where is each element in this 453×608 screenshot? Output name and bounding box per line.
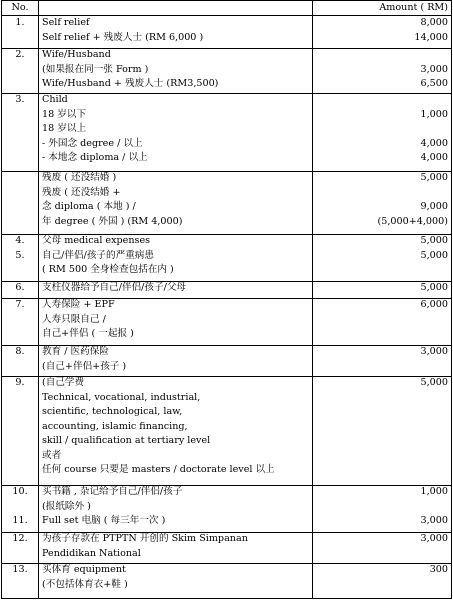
description-line: 父母 medical expenses [42, 235, 151, 246]
row-number-cell [2, 376, 38, 391]
amount-value: 1,000 [420, 486, 448, 497]
amount-value [369, 263, 448, 278]
row-number-cell [2, 48, 38, 92]
description-cell [42, 298, 366, 342]
description-line: 人寿只限自己 / [42, 313, 106, 325]
amount-value: 14,000 [414, 31, 448, 43]
description-cell [42, 234, 366, 278]
description-cell [42, 93, 366, 166]
description-line: 残废 ( 还没结婚 ) [42, 172, 117, 183]
description-line: 为孩子存款在 PTPTN 开创的 Skim Simpanan [42, 533, 248, 544]
row-number: 7. [15, 299, 25, 310]
amount-value [369, 313, 448, 328]
table-row [2, 48, 451, 93]
description-cell [42, 532, 366, 561]
amount-value: 3,000 [420, 63, 448, 75]
amount-value: 3,000 [420, 515, 448, 526]
row-number [2, 171, 38, 186]
description-line: 任何 course 只要是 masters / doctorate level 以上 [42, 464, 275, 475]
description-line: accounting, islamic financing, [42, 420, 188, 432]
amount-cell [369, 563, 448, 592]
row-divider [2, 563, 451, 564]
row-number-cell [2, 171, 38, 186]
description-cell [42, 376, 366, 478]
table-row [2, 345, 451, 376]
description-line: (如果报在同一张 Form ) [42, 63, 149, 75]
description-line: Self relief [42, 17, 90, 28]
amount-value: (5,000+4,000) [377, 215, 448, 227]
row-number [2, 137, 38, 152]
header-no: No. [11, 2, 29, 13]
row-number: 3. [15, 94, 25, 105]
row-number-cell [2, 345, 38, 360]
description-line: 年 degree ( 外国 ) (RM 4,000) [42, 215, 183, 227]
amount-value: 4,000 [420, 137, 448, 149]
row-number: 11. [12, 515, 28, 526]
amount-value: 5,000 [420, 172, 448, 183]
table-row [2, 532, 451, 563]
description-line: (报纸除外 ) [42, 500, 91, 512]
amount-value: 6,500 [420, 78, 448, 89]
amount-value [369, 391, 448, 406]
tax-relief-table [1, 0, 452, 599]
row-number-cell [2, 298, 38, 313]
description-line: 教育 / 医药保险 [42, 346, 109, 357]
row-number: 4. [15, 235, 25, 246]
row-number-cell [2, 532, 38, 547]
description-line: Child [42, 94, 68, 105]
description-line: - 外国念 degree / 以上 [42, 137, 143, 149]
description-line: 买体育 equipment [42, 564, 126, 575]
row-number-cell [2, 281, 38, 296]
description-line: skill / qualification at tertiary level [42, 435, 211, 446]
table-row [2, 298, 451, 345]
amount-value [369, 48, 448, 63]
row-divider [2, 171, 451, 172]
amount-value [369, 93, 448, 108]
amount-cell [369, 48, 448, 92]
description-line: 念 diploma ( 本地 ) / [42, 201, 136, 212]
description-line: - 本地念 diploma / 以上 [42, 152, 148, 163]
amount-value: 8,000 [420, 17, 448, 28]
row-number [2, 63, 38, 78]
row-divider [2, 485, 451, 486]
amount-cell [369, 298, 448, 342]
description-line: (自己学费 [42, 377, 85, 388]
row-divider [2, 532, 451, 533]
amount-value [369, 122, 448, 137]
description-line: (自己+伴侣+孩子 ) [42, 360, 127, 372]
row-number: 9. [15, 377, 25, 388]
row-number-cell [2, 234, 38, 278]
row-number [2, 77, 38, 92]
amount-value: 1,000 [420, 108, 448, 120]
amount-value: 4,000 [420, 152, 448, 163]
amount-value: 3,000 [420, 533, 448, 544]
description-cell [42, 345, 366, 374]
description-line: (不包括体育衣+鞋 ) [42, 578, 128, 590]
row-divider [2, 93, 451, 94]
description-line: 买书籍 , 杂记给予自己/伴侣/孩子 [42, 486, 183, 497]
description-cell [42, 16, 366, 45]
row-number [2, 122, 38, 137]
description-cell [42, 563, 366, 592]
table-row [2, 485, 451, 532]
row-number: 12. [12, 533, 28, 544]
amount-cell [369, 345, 448, 374]
description-cell [42, 48, 366, 92]
row-number: 6. [15, 282, 25, 293]
description-cell [42, 485, 366, 529]
description-line: ( RM 500 全身检查包括在内 ) [42, 264, 174, 275]
amount-value: 3,000 [420, 346, 448, 357]
amount-value: 5,000 [420, 282, 448, 293]
amount-value [369, 463, 448, 478]
amount-value [369, 327, 448, 342]
amount-value: 5,000 [420, 235, 448, 246]
amount-cell [369, 485, 448, 529]
amount-value: 6,000 [420, 299, 448, 310]
description-line: 18 岁以下 [42, 108, 87, 120]
table-row [2, 563, 451, 599]
amount-value [369, 186, 448, 201]
amount-value [369, 449, 448, 464]
amount-value: 9,000 [420, 201, 448, 212]
description-line: Wife/Husband [42, 49, 111, 60]
row-number [2, 263, 38, 278]
row-number-cell [2, 563, 38, 578]
row-number [2, 151, 38, 166]
description-line: Technical, vocational, industrial, [42, 391, 201, 403]
table-row [2, 281, 451, 298]
description-cell [42, 281, 366, 296]
row-number: 2. [15, 49, 25, 60]
amount-value [369, 405, 448, 420]
description-line: Self relief + 残废人士 (RM 6,000 ) [42, 31, 204, 43]
row-divider [2, 48, 451, 49]
description-line: 自己+伴侣 ( 一起报 ) [42, 328, 134, 339]
row-number: 5. [15, 249, 25, 261]
description-line: 支柱仪器给予自己/伴侣/孩子/父母 [42, 282, 187, 293]
amount-value: 5,000 [420, 249, 448, 261]
row-number: 8. [15, 346, 25, 357]
table-row [2, 171, 451, 234]
description-line: Full set 电脑 ( 每三年一次 ) [42, 515, 166, 526]
amount-cell [369, 171, 448, 229]
description-line: 自己/伴侣/孩子的严重病患 [42, 249, 154, 261]
row-number-cell [2, 16, 38, 45]
description-line: 残废 ( 还没结婚 + [42, 186, 121, 198]
description-line: Wife/Husband + 残废人士 (RM3,500) [42, 78, 219, 89]
row-number: 1. [15, 17, 25, 28]
description-line: scientific, technological, law, [42, 406, 183, 417]
amount-value [369, 547, 448, 562]
row-number [2, 108, 38, 123]
header-amount: Amount ( RM) [379, 2, 448, 13]
row-number [2, 31, 38, 46]
amount-value: 5,000 [420, 377, 448, 388]
amount-cell [369, 532, 448, 561]
table-row [2, 16, 451, 48]
amount-cell [369, 93, 448, 166]
description-line: 或者 [42, 449, 62, 461]
table-row [2, 376, 451, 485]
amount-cell [369, 234, 448, 278]
table-row [2, 93, 451, 171]
description-line: 人寿保险 + EPF [42, 299, 115, 310]
description-line: Pendidikan National [42, 547, 141, 559]
amount-cell [369, 281, 448, 296]
amount-value [369, 434, 448, 449]
amount-value [369, 500, 448, 515]
description-cell [42, 171, 366, 229]
row-divider [2, 298, 451, 299]
amount-cell [369, 376, 448, 478]
table-row [2, 234, 451, 281]
amount-value [369, 420, 448, 435]
row-divider [2, 281, 451, 282]
row-number-cell [2, 93, 38, 180]
amount-cell [369, 16, 448, 45]
description-line: 18 岁以上 [42, 123, 87, 134]
amount-value [369, 578, 448, 593]
row-divider [2, 376, 451, 377]
row-number-cell [2, 485, 38, 529]
row-divider [2, 234, 451, 235]
amount-value: 300 [429, 564, 448, 575]
row-number: 10. [12, 486, 28, 497]
amount-value [369, 360, 448, 375]
row-number: 13. [12, 564, 28, 575]
row-number [2, 500, 38, 515]
row-divider [2, 345, 451, 346]
